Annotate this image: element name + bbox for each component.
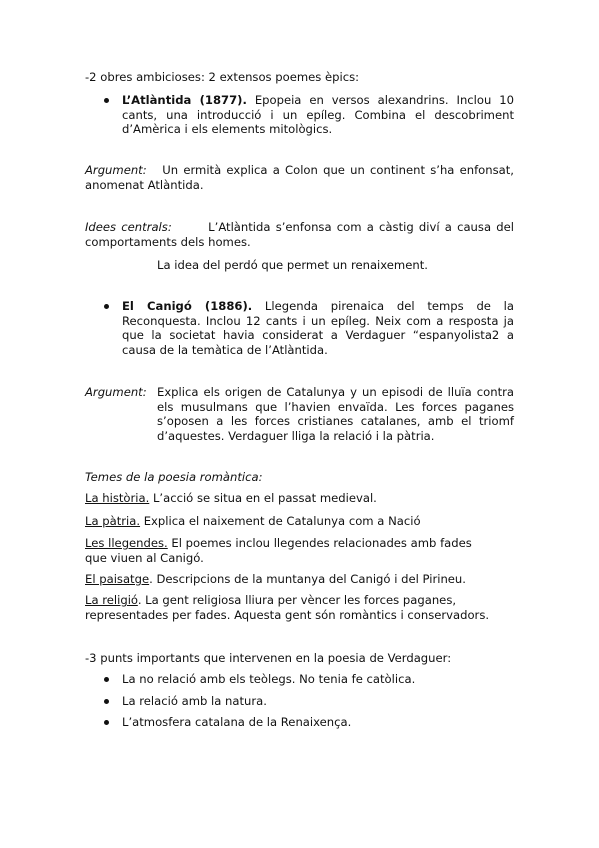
tema-text: . Descripcions de la muntanya del Canigó i del Pirineu.	[149, 572, 466, 586]
idees-label: Idees centrals:	[85, 220, 172, 234]
atlantida-text: Epopeia en versos alexandrins. Inclou 10 cants, una introducció i un epíleg. Combina el descobriment d’Amèrica i els elements mitològics.	[122, 93, 515, 137]
argument2-label: Argument:	[85, 385, 147, 399]
tema-religio	[85, 593, 505, 622]
tema-text: Explica el naixement de Catalunya com a Nació	[140, 514, 421, 528]
atlantida-paragraph	[122, 93, 514, 137]
idees-paragraph	[85, 220, 514, 249]
tema-key: El paisatge	[85, 572, 150, 586]
atlantida-title: L’Atlàntida (1877).	[122, 93, 247, 107]
idees-second-line: La idea del perdó que permet un renaixement.	[157, 258, 428, 272]
tema-key: La religió	[85, 593, 138, 607]
idees-text: L’Atlàntida s’enfonsa com a càstig diví a causa del comportaments dels homes.	[85, 220, 514, 249]
tema-text: . La gent religiosa lliura per vèncer les forces paganes, representades per fades. Aquesta gent són romàntics i conservadors.	[85, 593, 490, 622]
argument2-text: Explica els origen de Catalunya y un episodi de lluïa contra els musulmans que l’havien envaïda. Les forces paganes s’oposen a les forces cristianes catalanes, amb el triomf d’aquestes. Verdaguer lliga la relació i la pàtria.	[157, 385, 514, 443]
tema-text: L’acció se situa en el passat medieval.	[149, 491, 377, 505]
argument1-paragraph	[85, 163, 514, 192]
punts-heading: -3 punts importants que intervenen en la poesia de Verdaguer:	[85, 651, 452, 665]
bullet-icon	[104, 98, 109, 103]
argument1-label: Argument:	[85, 163, 147, 177]
bullet-icon	[104, 699, 109, 704]
tema-llegendes	[85, 536, 485, 565]
canigo-paragraph	[122, 299, 514, 357]
tema-text: El poemes inclou llegendes relacionades amb fades que viuen al Canigó.	[85, 536, 472, 565]
bullet-icon	[104, 304, 109, 309]
punt-item: La no relació amb els teòlegs. No tenia fe catòlica.	[122, 672, 416, 686]
tema-key: Les llegendes.	[85, 536, 168, 550]
tema-key: La història.	[85, 491, 150, 505]
tema-key: La pàtria.	[85, 514, 141, 528]
punt-item: La relació amb la natura.	[122, 694, 267, 708]
intro-line: -2 obres ambicioses: 2 extensos poemes èpics:	[85, 70, 360, 84]
punt-item: L’atmosfera catalana de la Renaixença.	[122, 715, 352, 729]
bullet-icon	[104, 677, 109, 682]
bullet-icon	[104, 720, 109, 725]
canigo-title: El Canigó (1886).	[122, 299, 253, 313]
temes-heading: Temes de la poesia romàntica:	[85, 470, 263, 484]
canigo-text: Llegenda pirenaica del temps de la Reconquesta. Inclou 12 cants i un epíleg. Neix com a resposta ja que la societat havia considerat a Verdaguer “espanyolista2 a causa de la temàtica de l’Atlàntida.	[122, 299, 514, 357]
tema-patria	[85, 514, 514, 529]
argument1-text: Un ermità explica a Colon que un continent s’ha enfonsat, anomenat Atlàntida.	[85, 163, 514, 192]
tema-paisatge	[85, 572, 514, 587]
tema-historia	[85, 491, 514, 506]
